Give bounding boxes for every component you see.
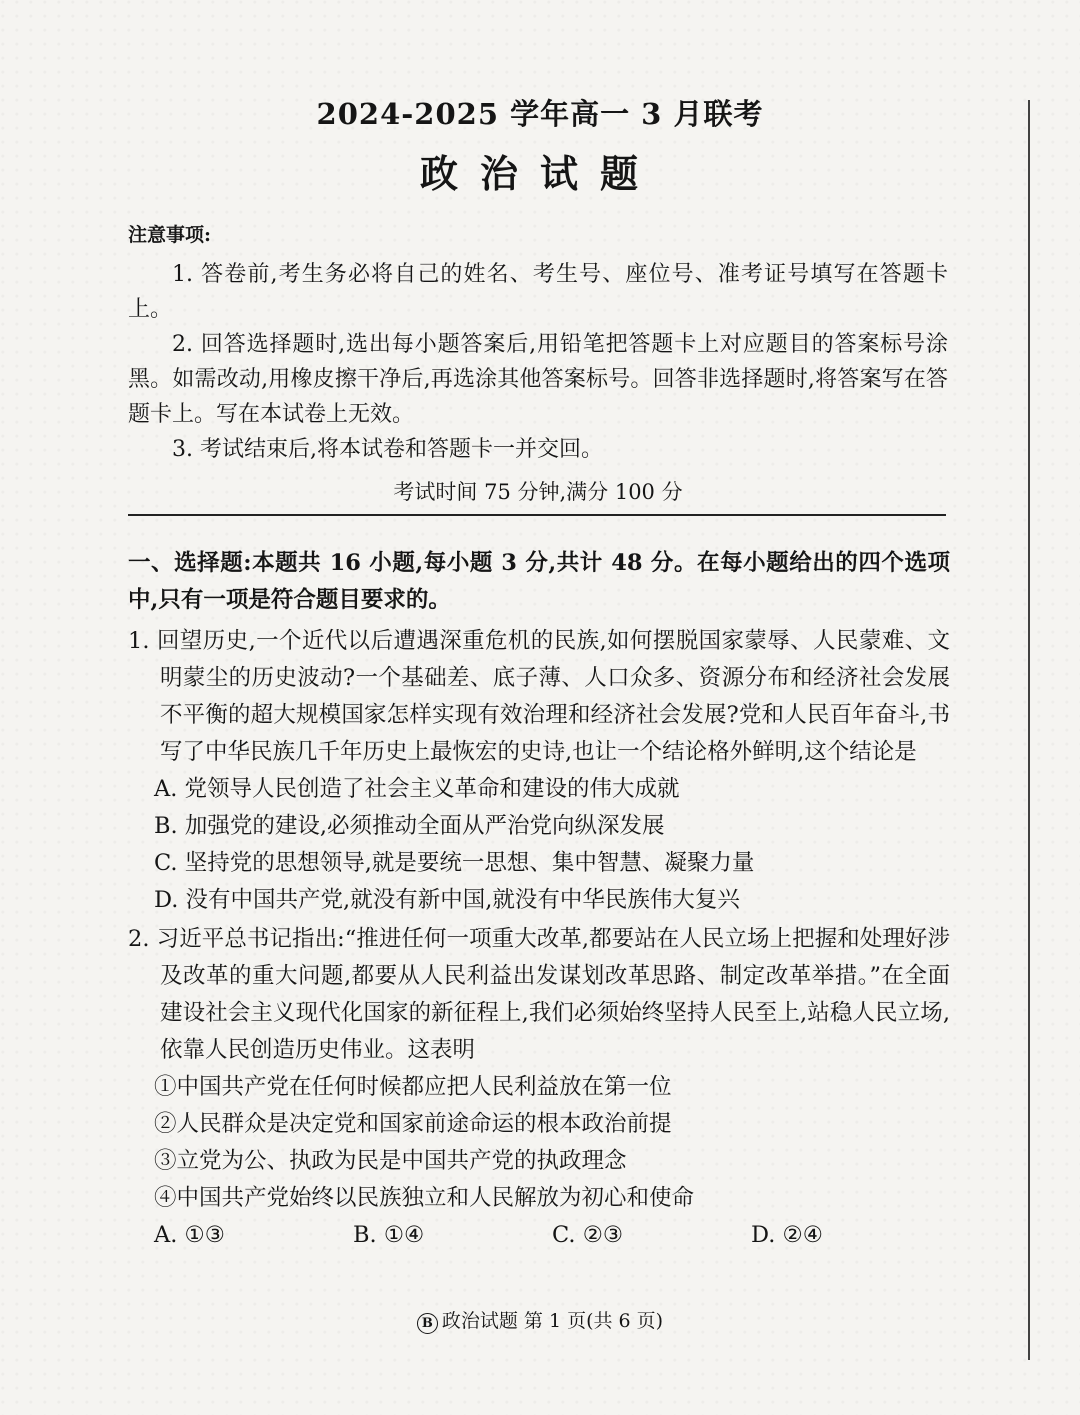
section-divider [128, 514, 946, 516]
choice-b: B. ①④ [353, 1222, 425, 1248]
option-a: A. 党领导人民创造了社会主义革命和建设的伟大成就 [154, 776, 680, 802]
question-2 [128, 921, 950, 1254]
exam-duration: 考试时间 75 分钟,满分 100 分 [393, 480, 683, 504]
notice-block [128, 218, 948, 510]
question-stem: 1. 回望历史,一个近代以后遭遇深重危机的民族,如何摆脱国家蒙辱、人民蒙难、文明蒙尘的历史波动?一个基础差、底子薄、人口众多、资源分布和经济社会发展不平衡的超大规模国家怎样实现有效治理和经济社会发展?党和人民百年奋斗,书写了中华民族几千年历史上最恢宏的史诗,也让一个结论格外鲜明,这个结论是 [128, 628, 950, 765]
statement-2: ②人民群众是决定党和国家前途命运的根本政治前提 [154, 1111, 672, 1137]
exam-title: 2024-2025 学年高一 3 月联考 [316, 97, 764, 131]
choice-c: C. ②③ [552, 1222, 624, 1248]
binding-line [1028, 100, 1030, 1360]
statement-3: ③立党为公、执政为民是中国共产党的执政理念 [154, 1148, 627, 1174]
statement-4: ④中国共产党始终以民族独立和人民解放为初心和使命 [154, 1185, 695, 1211]
choice-a: A. ①③ [154, 1222, 225, 1248]
choice-d: D. ②④ [751, 1222, 823, 1248]
section-heading: 一、选择题:本题共 16 小题,每小题 3 分,共计 48 分。在每小题给出的四个选项中,只有一项是符合题目要求的。 [128, 550, 950, 613]
notice-item: 2. 回答选择题时,选出每小题答案后,用铅笔把答题卡上对应题目的答案标号涂黑。如需改动,用橡皮擦干净后,再选涂其他答案标号。回答非选择题时,将答案写在答题卡上。写在本试卷上无效。 [128, 332, 948, 427]
question-1 [128, 623, 950, 919]
exam-header [0, 92, 1080, 198]
version-b-icon: B [417, 1313, 438, 1334]
subject-title: 政治试题 [419, 151, 660, 196]
option-c: C. 坚持党的思想领导,就是要统一思想、集中智慧、凝聚力量 [154, 850, 755, 876]
notice-heading: 注意事项: [128, 224, 212, 246]
questions-area [128, 545, 950, 1254]
question-stem: 2. 习近平总书记指出:“推进任何一项重大改革,都要站在人民立场上把握和处理好涉及改革的重大问题,都要从人民利益出发谋划改革思路、制定改革举措。”在全面建设社会主义现代化国家的新征程上,我们必须始终坚持人民至上,站稳人民立场,依靠人民创造历史伟业。这表明 [128, 926, 950, 1063]
notice-item: 1. 答卷前,考生务必将自己的姓名、考生号、座位号、准考证号填写在答题卡上。 [128, 262, 948, 322]
option-b: B. 加强党的建设,必须推动全面从严治党向纵深发展 [154, 813, 665, 839]
page-footer [0, 1306, 1080, 1334]
statement-1: ①中国共产党在任何时候都应把人民利益放在第一位 [154, 1074, 672, 1100]
option-d: D. 没有中国共产党,就没有新中国,就没有中华民族伟大复兴 [154, 887, 740, 913]
notice-item: 3. 考试结束后,将本试卷和答题卡一并交回。 [172, 437, 603, 462]
answer-choices [128, 1217, 950, 1254]
page-number: 政治试题 第 1 页(共 6 页) [441, 1310, 664, 1332]
